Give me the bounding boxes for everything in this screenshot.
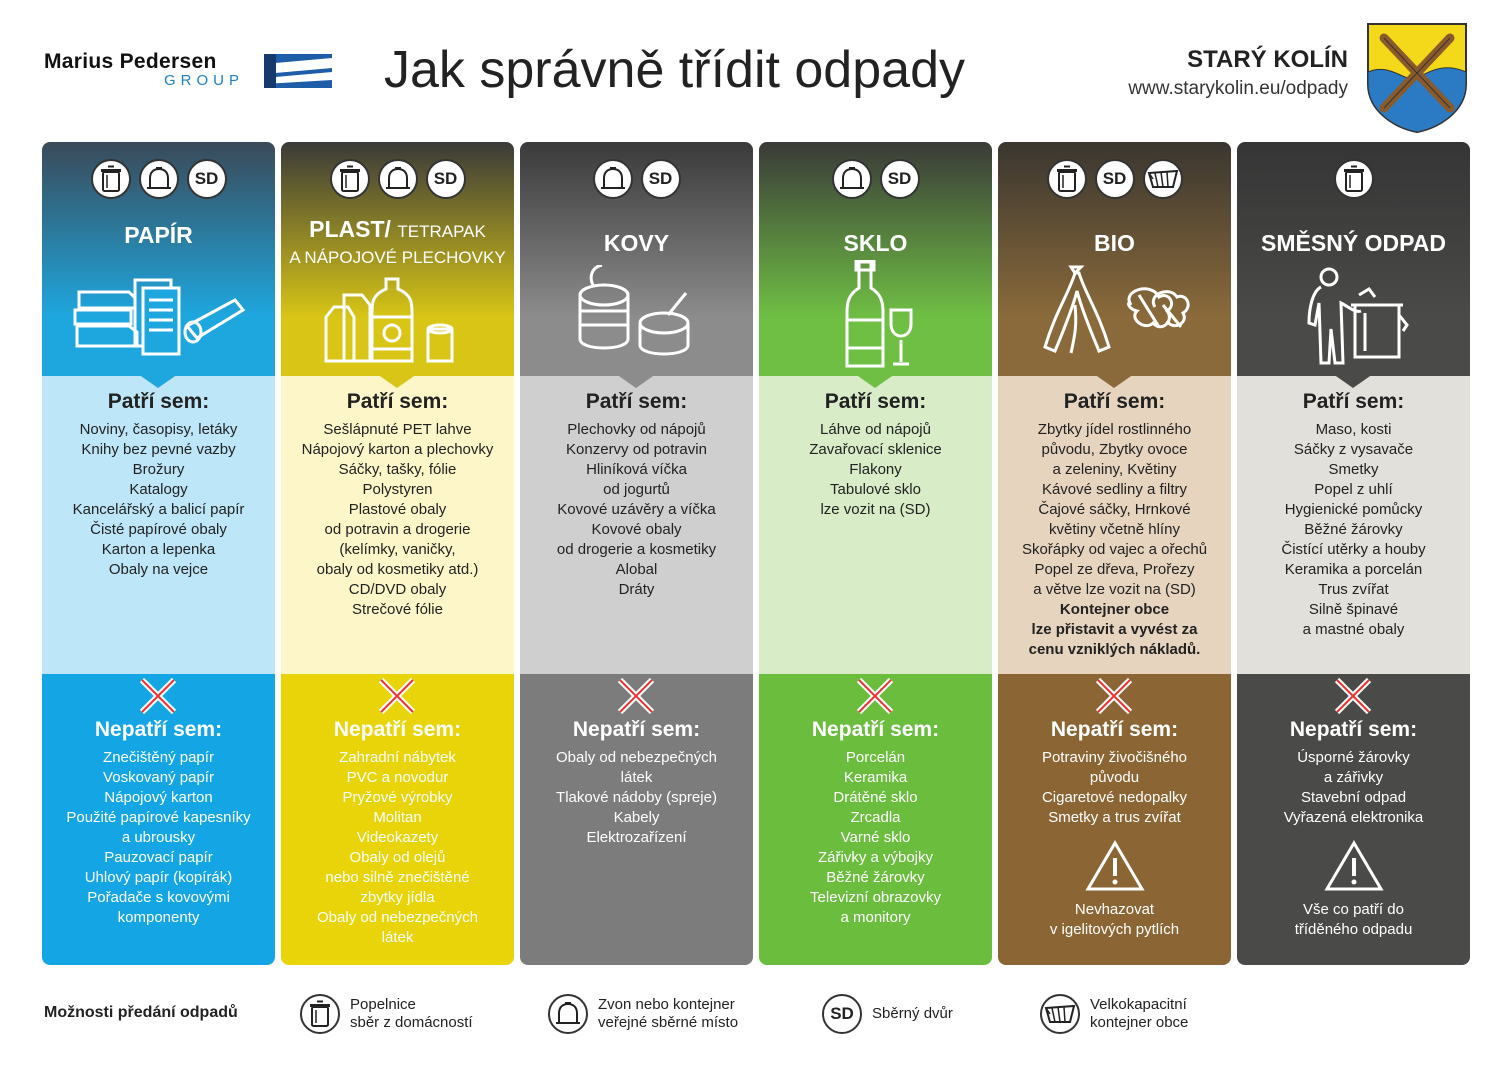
- bell-icon: [145, 166, 173, 192]
- category-title: PAPÍR: [124, 222, 193, 248]
- not-allowed-item: komponenty: [117, 909, 200, 926]
- not-allowed-item: Pauzovací papír: [104, 849, 213, 866]
- legend-line: kontejner obce: [1090, 1014, 1189, 1031]
- disposal-option: [832, 159, 872, 199]
- bin-icon: [307, 1000, 333, 1028]
- allowed-item: lze vozit na (SD): [820, 501, 931, 518]
- category-title: KOVY: [603, 230, 670, 256]
- allowed-item: a zeleniny, Květiny: [1052, 461, 1177, 478]
- allowed-item: a větve lze vozit na (SD): [1033, 581, 1196, 598]
- allowed-item: Alobal: [615, 561, 658, 578]
- not-allowed-item: Zrcadla: [850, 809, 901, 826]
- category-pictogram: [998, 260, 1231, 370]
- legend-item: [300, 994, 473, 1034]
- bin-icon: [1054, 165, 1080, 193]
- allowed-item: Zbytky jídel rostlinného: [1037, 421, 1192, 438]
- not-allowed-item: PVC a novodur: [346, 769, 449, 786]
- not-allowed-item: Zahradní nábytek: [339, 749, 456, 766]
- allowed-title: Patří sem:: [585, 390, 688, 413]
- not-allowed-x-icon: [138, 676, 178, 716]
- warning: [1237, 840, 1470, 892]
- bio-waste-pictogram-icon: [1035, 265, 1195, 365]
- legend-text: [1090, 996, 1188, 1032]
- legend-text: [872, 1005, 953, 1023]
- disposal-option: [91, 159, 131, 199]
- allowed-item: od potravin a drogerie: [324, 521, 471, 538]
- legend-item: [1040, 994, 1188, 1034]
- category-title: SMĚSNÝ ODPAD: [1261, 230, 1446, 256]
- legend-line: Popelnice: [350, 996, 416, 1013]
- allowed-item: od drogerie a kosmetiky: [556, 541, 717, 558]
- disposal-option: [426, 159, 466, 199]
- disposal-icons: [42, 159, 275, 199]
- allowed-item: Zavařovací sklenice: [809, 441, 942, 458]
- allowed-item: Knihy bez pevné vazby: [81, 441, 236, 458]
- legend-text: [598, 996, 738, 1032]
- header-pointer: [616, 374, 656, 388]
- not-allowed-x-icon: [1333, 676, 1373, 716]
- container-icon: [1147, 167, 1179, 191]
- category-label: [42, 222, 275, 248]
- mixed-waste-pictogram-icon: [1299, 265, 1409, 365]
- not-allowed-item: Běžné žárovky: [826, 869, 925, 886]
- page-title: Jak správně třídit odpady: [384, 41, 965, 99]
- category-label: [1237, 230, 1470, 256]
- not-allowed-title: Nepatří sem:: [1289, 718, 1418, 741]
- x-mark: [138, 676, 178, 721]
- disposal-option: [1143, 159, 1183, 199]
- allowed-item: obaly od kosmetiky atd.): [316, 561, 479, 578]
- not-allowed-item: Vyřazená elektronika: [1283, 809, 1424, 826]
- category-pictogram: [1237, 260, 1470, 370]
- legend-symbol: [1040, 994, 1080, 1034]
- allowed-item: Skořápky od vajec a ořechů: [1021, 541, 1208, 558]
- disposal-option: [187, 159, 227, 199]
- header-pointer: [855, 374, 895, 388]
- allowed-item: květiny včetně hlíny: [1049, 521, 1180, 538]
- allowed-item: Dráty: [618, 581, 655, 598]
- allowed-item: Sáčky z vysavače: [1293, 441, 1414, 458]
- sd-icon: SD: [194, 169, 219, 188]
- disposal-option: [641, 159, 681, 199]
- allowed-item: Čisté papírové obaly: [90, 521, 227, 538]
- not-allowed-item: Videokazety: [356, 829, 439, 846]
- category-title: BIO: [1094, 230, 1135, 256]
- not-allowed-item: látek: [620, 769, 653, 786]
- category-pictogram: [281, 260, 514, 370]
- not-allowed-title: Nepatří sem:: [94, 718, 223, 741]
- allowed-item: Obaly na vejce: [108, 561, 209, 578]
- allowed-item: Flakony: [849, 461, 902, 478]
- legend: [0, 990, 1511, 1050]
- x-mark: [1094, 676, 1134, 721]
- allowed-item: Popel ze dřeva, Prořezy: [1034, 561, 1195, 578]
- not-allowed-x-icon: [616, 676, 656, 716]
- allowed-item: Plechovky od nápojů: [567, 421, 706, 438]
- not-allowed-item: a zářivky: [1323, 769, 1384, 786]
- allowed-item: Plastové obaly: [348, 501, 447, 518]
- legend-line: veřejné sběrné místo: [598, 1014, 739, 1031]
- not-allowed-title: Nepatří sem:: [811, 718, 940, 741]
- column-header: [998, 142, 1231, 376]
- allowed-section: [281, 376, 514, 674]
- allowed-item: Keramika a porcelán: [1284, 561, 1423, 578]
- disposal-option: [1095, 159, 1135, 199]
- allowed-item: Kávové sedliny a filtry: [1041, 481, 1188, 498]
- disposal-option: [378, 159, 418, 199]
- not-allowed-item: Znečištěný papír: [103, 749, 214, 766]
- allowed-item: Sáčky, tašky, fólie: [338, 461, 457, 478]
- allowed-item: Polystyren: [362, 481, 433, 498]
- allowed-title: Patří sem:: [107, 390, 210, 413]
- sd-icon: SD: [648, 169, 673, 188]
- not-allowed-x-icon: [377, 676, 417, 716]
- header-pointer: [1094, 374, 1134, 388]
- category-pictogram: [759, 260, 992, 370]
- disposal-option: [880, 159, 920, 199]
- town-info: [1128, 46, 1348, 100]
- allowed-item: Hygienické pomůcky: [1284, 501, 1423, 518]
- warning: [998, 840, 1231, 892]
- allowed-item: Kancelářský a balicí papír: [72, 501, 245, 518]
- paper-pictogram-icon: [69, 270, 249, 360]
- allowed-item: Běžné žárovky: [1304, 521, 1403, 538]
- not-allowed-section: [281, 674, 514, 965]
- column-header: [520, 142, 753, 376]
- legend-line: Sběrný dvůr: [872, 1005, 953, 1022]
- warning-note: v igelitových pytlích: [1049, 921, 1180, 938]
- not-allowed-x-icon: [1094, 676, 1134, 716]
- legend-line: sběr z domácností: [350, 1014, 473, 1031]
- bell-icon: [838, 166, 866, 192]
- bell-icon: [554, 1001, 582, 1027]
- allowed-item: Sešlápnuté PET lahve: [323, 421, 472, 438]
- allowed-title: Patří sem:: [346, 390, 449, 413]
- not-allowed-x-icon: [855, 676, 895, 716]
- allowed-note: lze přistavit a vyvést za: [1031, 621, 1198, 638]
- legend-symbol: [548, 994, 588, 1034]
- x-mark: [377, 676, 417, 721]
- warning-note: Vše co patří do: [1303, 901, 1404, 918]
- glass-bottle-pictogram-icon: [831, 260, 921, 370]
- allowed-item: Kovové obaly: [591, 521, 682, 538]
- disposal-option: [330, 159, 370, 199]
- category-pictogram: [42, 260, 275, 370]
- not-allowed-item: látek: [381, 929, 414, 946]
- not-allowed-item: a monitory: [840, 909, 911, 926]
- allowed-item: Karton a lepenka: [101, 541, 216, 558]
- allowed-item: původu, Zbytky ovoce: [1041, 441, 1188, 458]
- not-allowed-item: Nápojový karton: [104, 789, 213, 806]
- mp-flag-icon: [264, 54, 332, 88]
- town-url[interactable]: www.starykolin.eu/odpady: [1128, 78, 1348, 99]
- not-allowed-item: Porcelán: [845, 749, 906, 766]
- sd-icon: SD: [433, 169, 458, 188]
- not-allowed-item: Televizní obrazovky: [810, 889, 941, 906]
- brand-name: Marius Pedersen: [44, 50, 217, 73]
- allowed-item: Konzervy od potravin: [566, 441, 707, 458]
- not-allowed-item: Obaly od nebezpečných: [556, 749, 717, 766]
- disposal-icons: [520, 159, 753, 199]
- allowed-title: Patří sem:: [1302, 390, 1405, 413]
- allowed-item: Nápojový karton a plechovky: [301, 441, 494, 458]
- category-pictogram: [520, 260, 753, 370]
- not-allowed-item: Molitan: [373, 809, 422, 826]
- allowed-item: Čistící utěrky a houby: [1281, 541, 1426, 558]
- container-icon: [1044, 1002, 1076, 1026]
- category-label: [759, 230, 992, 256]
- not-allowed-item: Zářivky a výbojky: [817, 849, 934, 866]
- legend-symbol: [822, 994, 862, 1034]
- warning-note: Nevhazovat: [1074, 901, 1155, 918]
- not-allowed-section: [520, 674, 753, 965]
- allowed-item: Hliníková víčka: [586, 461, 687, 478]
- allowed-note: Kontejner obce: [1059, 601, 1170, 618]
- warning-icon: [1324, 840, 1384, 892]
- category-title: SKLO: [843, 230, 908, 256]
- legend-item: [548, 994, 738, 1034]
- category-label: [520, 230, 753, 256]
- page-header: [0, 0, 1511, 140]
- legend-line: Velkokapacitní: [1090, 996, 1187, 1013]
- column-header: [759, 142, 992, 376]
- allowed-section: [1237, 376, 1470, 674]
- allowed-item: Kovové uzávěry a víčka: [557, 501, 716, 518]
- category-subtitle-2: A NÁPOJOVÉ PLECHOVKY: [289, 248, 506, 267]
- not-allowed-item: Elektrozařízení: [586, 829, 687, 846]
- allowed-section: [520, 376, 753, 674]
- allowed-item: Popel z uhlí: [1314, 481, 1393, 498]
- x-mark: [616, 676, 656, 721]
- bell-icon: [384, 166, 412, 192]
- plastic-pictogram-icon: [318, 265, 478, 365]
- not-allowed-title: Nepatří sem:: [333, 718, 462, 741]
- allowed-item: CD/DVD obaly: [348, 581, 447, 598]
- town-crest-icon: [1366, 22, 1468, 134]
- disposal-option: [139, 159, 179, 199]
- sd-icon: SD: [887, 169, 912, 188]
- header-pointer: [377, 374, 417, 388]
- disposal-option: [593, 159, 633, 199]
- not-allowed-item: původu: [1089, 769, 1140, 786]
- allowed-item: Čajové sáčky, Hrnkové: [1038, 501, 1191, 518]
- allowed-item: Silně špinavé: [1308, 601, 1399, 618]
- brand-group: GROUP: [164, 72, 245, 89]
- disposal-icons: [759, 159, 992, 199]
- not-allowed-item: Smetky a trus zvířat: [1048, 809, 1181, 826]
- not-allowed-section: [1237, 674, 1470, 965]
- sd-icon: SD: [830, 1004, 854, 1023]
- not-allowed-item: Voskovaný papír: [103, 769, 214, 786]
- bin-icon: [337, 165, 363, 193]
- allowed-section: [998, 376, 1231, 674]
- not-allowed-title: Nepatří sem:: [1050, 718, 1179, 741]
- allowed-title: Patří sem:: [1063, 390, 1166, 413]
- disposal-option: [1047, 159, 1087, 199]
- category-title: PLAST/: [309, 216, 391, 242]
- not-allowed-item: Cigaretové nedopalky: [1041, 789, 1188, 806]
- allowed-item: a mastné obaly: [1302, 621, 1405, 638]
- metal-cans-pictogram-icon: [572, 265, 702, 365]
- not-allowed-item: Varné sklo: [840, 829, 911, 846]
- allowed-section: [42, 376, 275, 674]
- not-allowed-item: a ubrousky: [121, 829, 196, 846]
- allowed-item: Brožury: [132, 461, 185, 478]
- allowed-item: Noviny, časopisy, letáky: [79, 421, 238, 438]
- not-allowed-item: Keramika: [843, 769, 908, 786]
- header-pointer: [1333, 374, 1373, 388]
- sd-icon: SD: [1102, 169, 1127, 188]
- allowed-item: Maso, kosti: [1315, 421, 1392, 438]
- not-allowed-item: Drátěné sklo: [833, 789, 918, 806]
- not-allowed-item: Uhlový papír (kopírák): [84, 869, 233, 886]
- not-allowed-item: Kabely: [613, 809, 660, 826]
- not-allowed-section: [42, 674, 275, 965]
- warning-icon: [1085, 840, 1145, 892]
- allowed-item: (kelímky, vaničky,: [339, 541, 456, 558]
- column-header: [1237, 142, 1470, 376]
- bell-icon: [599, 166, 627, 192]
- allowed-section: [759, 376, 992, 674]
- not-allowed-item: Pořadače s kovovými: [87, 889, 230, 906]
- disposal-icons: [1237, 159, 1470, 199]
- column-header: [42, 142, 275, 376]
- not-allowed-item: Potraviny živočišného: [1041, 749, 1188, 766]
- disposal-icons: [281, 159, 514, 199]
- not-allowed-item: Úsporné žárovky: [1297, 749, 1410, 766]
- not-allowed-item: Tlakové nádoby (spreje): [556, 789, 717, 806]
- header-pointer: [138, 374, 178, 388]
- column-header: [281, 142, 514, 376]
- not-allowed-title: Nepatří sem:: [572, 718, 701, 741]
- not-allowed-section: [998, 674, 1231, 965]
- not-allowed-item: nebo silně znečištěné: [325, 869, 470, 886]
- not-allowed-item: zbytky jídla: [360, 889, 435, 906]
- warning-note: tříděného odpadu: [1294, 921, 1413, 938]
- legend-item: [822, 994, 953, 1034]
- legend-symbol: [300, 994, 340, 1034]
- x-mark: [855, 676, 895, 721]
- not-allowed-item: Obaly od olejů: [349, 849, 446, 866]
- bin-icon: [98, 165, 124, 193]
- x-mark: [1333, 676, 1373, 721]
- legend-title: Možnosti předání odpadů: [44, 1004, 238, 1021]
- category-label: [998, 230, 1231, 256]
- allowed-item: Smetky: [1328, 461, 1379, 478]
- allowed-item: Strečové fólie: [352, 601, 443, 618]
- marius-pedersen-logo: [44, 50, 245, 89]
- allowed-item: od jogurtů: [603, 481, 670, 498]
- not-allowed-item: Stavební odpad: [1300, 789, 1407, 806]
- legend-text: [350, 996, 473, 1032]
- not-allowed-item: Obaly od nebezpečných: [317, 909, 478, 926]
- not-allowed-item: Použité papírové kapesníky: [66, 809, 251, 826]
- allowed-item: Láhve od nápojů: [820, 421, 931, 438]
- disposal-option: [1334, 159, 1374, 199]
- not-allowed-item: Pryžové výrobky: [342, 789, 453, 806]
- not-allowed-section: [759, 674, 992, 965]
- town-name: STARÝ KOLÍN: [1187, 46, 1348, 73]
- bin-icon: [1341, 165, 1367, 193]
- allowed-item: Tabulové sklo: [830, 481, 921, 498]
- legend-line: Zvon nebo kontejner: [598, 996, 735, 1013]
- allowed-item: Trus zvířat: [1318, 581, 1389, 598]
- allowed-item: Katalogy: [129, 481, 188, 498]
- category-subtitle: TETRAPAK: [397, 222, 486, 241]
- allowed-note: cenu vzniklých nákladů.: [1028, 641, 1201, 658]
- disposal-icons: [998, 159, 1231, 199]
- allowed-title: Patří sem:: [824, 390, 927, 413]
